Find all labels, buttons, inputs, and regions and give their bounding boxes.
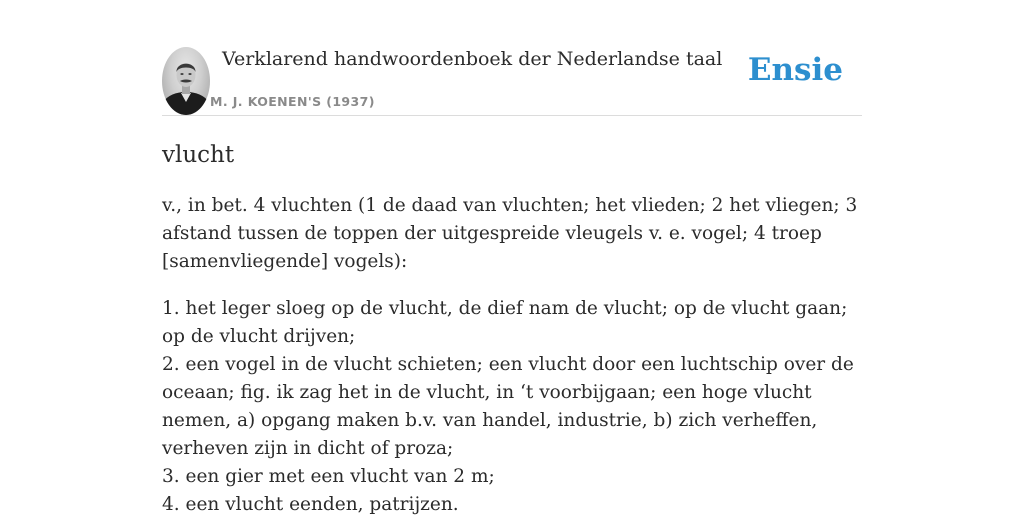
brand-logo[interactable]: Ensie [747, 52, 843, 88]
entry-examples [162, 295, 862, 519]
author-portrait [162, 47, 210, 115]
book-author: M. J. KOENEN'S (1937) [210, 94, 375, 109]
entry-definition: v., in bet. 4 vluchten (1 de daad van vluchten; het vlieden; 2 het vliegen; 3 afstand tussen de toppen der uitgespreide vleugels v. e. vogel; 4 troep [samenvliegende] vogels): [162, 195, 858, 272]
example-item: 4. een vlucht eenden, patrijzen. [162, 494, 459, 515]
example-item: 1. het leger sloeg op de vlucht, de dief nam de vlucht; op de vlucht gaan; op de vlucht drijven; [162, 298, 848, 347]
page-header [162, 44, 862, 116]
entry-headword: vlucht [162, 142, 235, 168]
example-item: 3. een gier met een vlucht van 2 m; [162, 466, 495, 487]
example-item: 2. een vogel in de vlucht schieten; een vlucht door een luchtschip over de oceaan; fig. ik zag het in de vlucht, in ‘t voorbijgaan; een hoge vlucht nemen, a) opgang maken b.v. van handel, industrie, b) zich verheffen, verheven zijn in dicht of proza; [162, 354, 854, 459]
book-title[interactable]: Verklarend handwoordenboek der Nederlandse taal [222, 48, 723, 70]
